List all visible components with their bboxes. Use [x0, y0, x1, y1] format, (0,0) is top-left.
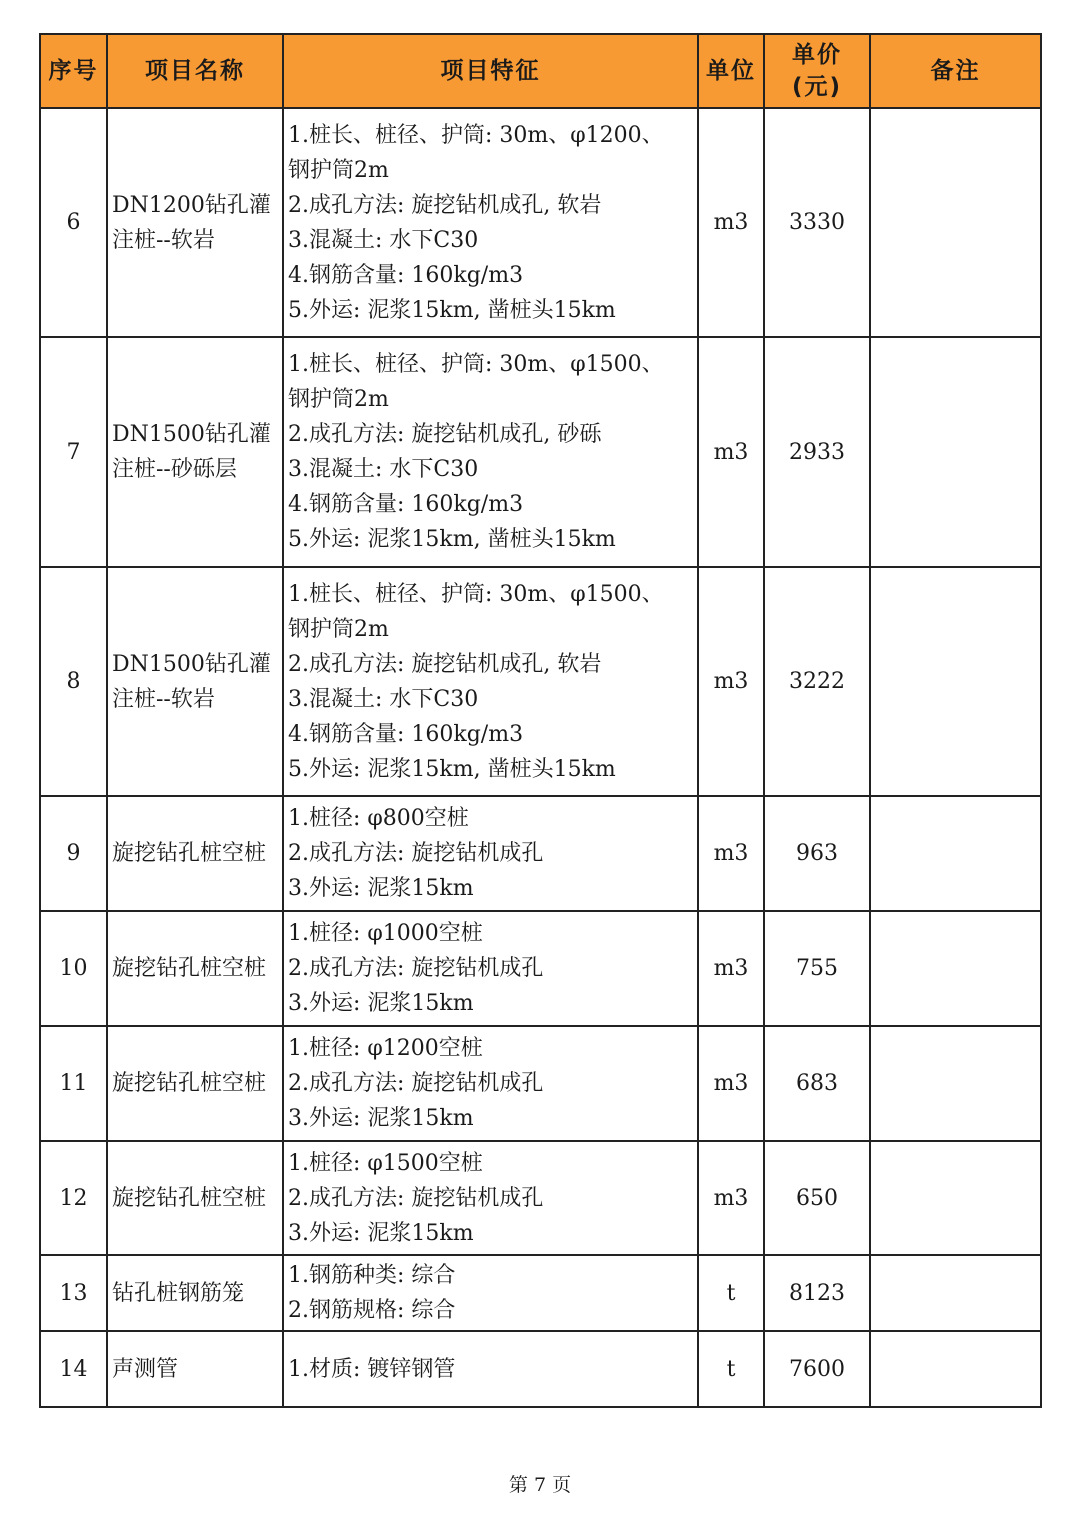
row-remark — [870, 1331, 1041, 1407]
row-price: 963 — [764, 796, 870, 911]
row-index: 12 — [40, 1141, 107, 1255]
table-row — [40, 337, 1041, 567]
table-row — [40, 567, 1041, 796]
row-index: 6 — [40, 108, 107, 337]
row-name: DN1500钻孔灌注桩--软岩 — [107, 567, 283, 796]
row-name: 旋挖钻孔桩空桩 — [107, 796, 283, 911]
row-unit: m3 — [698, 567, 764, 796]
row-price: 683 — [764, 1026, 870, 1141]
feature-line: 钢护筒2m — [288, 157, 389, 183]
row-features — [283, 1141, 698, 1255]
feature-line: 2.钢筋规格: 综合 — [288, 1298, 456, 1323]
feature-line: 3.外运: 泥浆15km — [288, 991, 474, 1016]
feature-line: 4.钢筋含量: 160kg/m3 — [288, 262, 524, 288]
page-number: 第 7 页 — [508, 1474, 572, 1496]
feature-line: 1.桩长、桩径、护筒: 30m、φ1500、 — [288, 581, 664, 607]
feature-line: 5.外运: 泥浆15km, 凿桩头15km — [288, 756, 616, 782]
feature-line: 3.外运: 泥浆15km — [288, 1220, 474, 1246]
row-index: 8 — [40, 567, 107, 796]
row-price: 2933 — [764, 337, 870, 567]
row-unit: t — [698, 1331, 764, 1407]
row-price: 3222 — [764, 567, 870, 796]
row-remark — [870, 1026, 1041, 1141]
row-name: 钻孔桩钢筋笼 — [107, 1255, 283, 1331]
table-row — [40, 1331, 1041, 1407]
row-name: DN1200钻孔灌注桩--软岩 — [107, 108, 283, 337]
header-name: 项目名称 — [107, 34, 283, 108]
row-remark — [870, 108, 1041, 337]
feature-line: 2.成孔方法: 旋挖钻机成孔 — [288, 1185, 544, 1211]
header-unit-price — [764, 34, 870, 108]
row-name: 旋挖钻孔桩空桩 — [107, 911, 283, 1026]
table-row — [40, 1026, 1041, 1141]
feature-line: 5.外运: 泥浆15km, 凿桩头15km — [288, 527, 616, 552]
table-row — [40, 911, 1041, 1026]
header-unit-price-line2: (元) — [791, 74, 843, 100]
feature-line: 2.成孔方法: 旋挖钻机成孔 — [288, 956, 544, 981]
header-unit-price-line1: 单价 — [792, 42, 842, 68]
row-index: 9 — [40, 796, 107, 911]
row-remark — [870, 1255, 1041, 1331]
row-unit: t — [698, 1255, 764, 1331]
feature-line: 1.钢筋种类: 综合 — [288, 1263, 456, 1288]
row-remark — [870, 567, 1041, 796]
row-features — [283, 796, 698, 911]
row-features — [283, 108, 698, 337]
feature-line: 钢护筒2m — [288, 387, 389, 412]
feature-line: 2.成孔方法: 旋挖钻机成孔, 软岩 — [288, 192, 602, 218]
feature-line: 5.外运: 泥浆15km, 凿桩头15km — [288, 297, 616, 323]
row-name: 旋挖钻孔桩空桩 — [107, 1026, 283, 1141]
feature-line: 2.成孔方法: 旋挖钻机成孔 — [288, 1071, 544, 1096]
feature-line: 3.混凝土: 水下C30 — [288, 686, 479, 712]
feature-line: 3.混凝土: 水下C30 — [288, 457, 479, 482]
feature-line: 钢护筒2m — [288, 616, 389, 642]
feature-line: 3.外运: 泥浆15km — [288, 1106, 474, 1131]
feature-line: 2.成孔方法: 旋挖钻机成孔 — [288, 841, 544, 866]
feature-line: 1.材质: 镀锌钢管 — [288, 1356, 456, 1382]
row-features — [283, 911, 698, 1026]
row-unit: m3 — [698, 911, 764, 1026]
row-price: 3330 — [764, 108, 870, 337]
row-remark — [870, 1141, 1041, 1255]
row-index: 13 — [40, 1255, 107, 1331]
feature-line: 4.钢筋含量: 160kg/m3 — [288, 492, 524, 517]
row-remark — [870, 796, 1041, 911]
feature-line: 2.成孔方法: 旋挖钻机成孔, 砂砾 — [288, 422, 602, 447]
feature-line: 2.成孔方法: 旋挖钻机成孔, 软岩 — [288, 651, 602, 677]
feature-line: 4.钢筋含量: 160kg/m3 — [288, 721, 524, 747]
feature-line: 3.混凝土: 水下C30 — [288, 227, 479, 253]
row-price: 650 — [764, 1141, 870, 1255]
table-body — [40, 108, 1041, 1407]
header-index: 序号 — [40, 34, 107, 108]
row-features — [283, 1026, 698, 1141]
row-price: 755 — [764, 911, 870, 1026]
row-unit: m3 — [698, 796, 764, 911]
row-remark — [870, 337, 1041, 567]
row-index: 7 — [40, 337, 107, 567]
header-unit: 单位 — [698, 34, 764, 108]
feature-line: 1.桩径: φ1000空桩 — [288, 921, 483, 946]
row-price: 7600 — [764, 1331, 870, 1407]
price-table — [39, 33, 1042, 1408]
row-remark — [870, 911, 1041, 1026]
row-unit: m3 — [698, 1141, 764, 1255]
header-remarks: 备注 — [870, 34, 1041, 108]
row-unit: m3 — [698, 108, 764, 337]
row-unit: m3 — [698, 1026, 764, 1141]
feature-line: 3.外运: 泥浆15km — [288, 876, 474, 901]
feature-line: 1.桩径: φ800空桩 — [288, 806, 469, 831]
row-name: 旋挖钻孔桩空桩 — [107, 1141, 283, 1255]
feature-line: 1.桩长、桩径、护筒: 30m、φ1200、 — [288, 122, 664, 148]
row-features — [283, 567, 698, 796]
row-name: DN1500钻孔灌注桩--砂砾层 — [107, 337, 283, 567]
feature-line: 1.桩径: φ1200空桩 — [288, 1036, 483, 1061]
row-price: 8123 — [764, 1255, 870, 1331]
table-row — [40, 1255, 1041, 1331]
row-features — [283, 1331, 698, 1407]
header-features: 项目特征 — [283, 34, 698, 108]
row-features — [283, 337, 698, 567]
row-index: 11 — [40, 1026, 107, 1141]
row-unit: m3 — [698, 337, 764, 567]
table-row — [40, 1141, 1041, 1255]
feature-line: 1.桩长、桩径、护筒: 30m、φ1500、 — [288, 352, 664, 377]
row-features — [283, 1255, 698, 1331]
row-index: 10 — [40, 911, 107, 1026]
feature-line: 1.桩径: φ1500空桩 — [288, 1150, 483, 1176]
row-index: 14 — [40, 1331, 107, 1407]
table-row — [40, 796, 1041, 911]
header-row — [40, 34, 1041, 108]
row-name: 声测管 — [107, 1331, 283, 1407]
table-row — [40, 108, 1041, 337]
